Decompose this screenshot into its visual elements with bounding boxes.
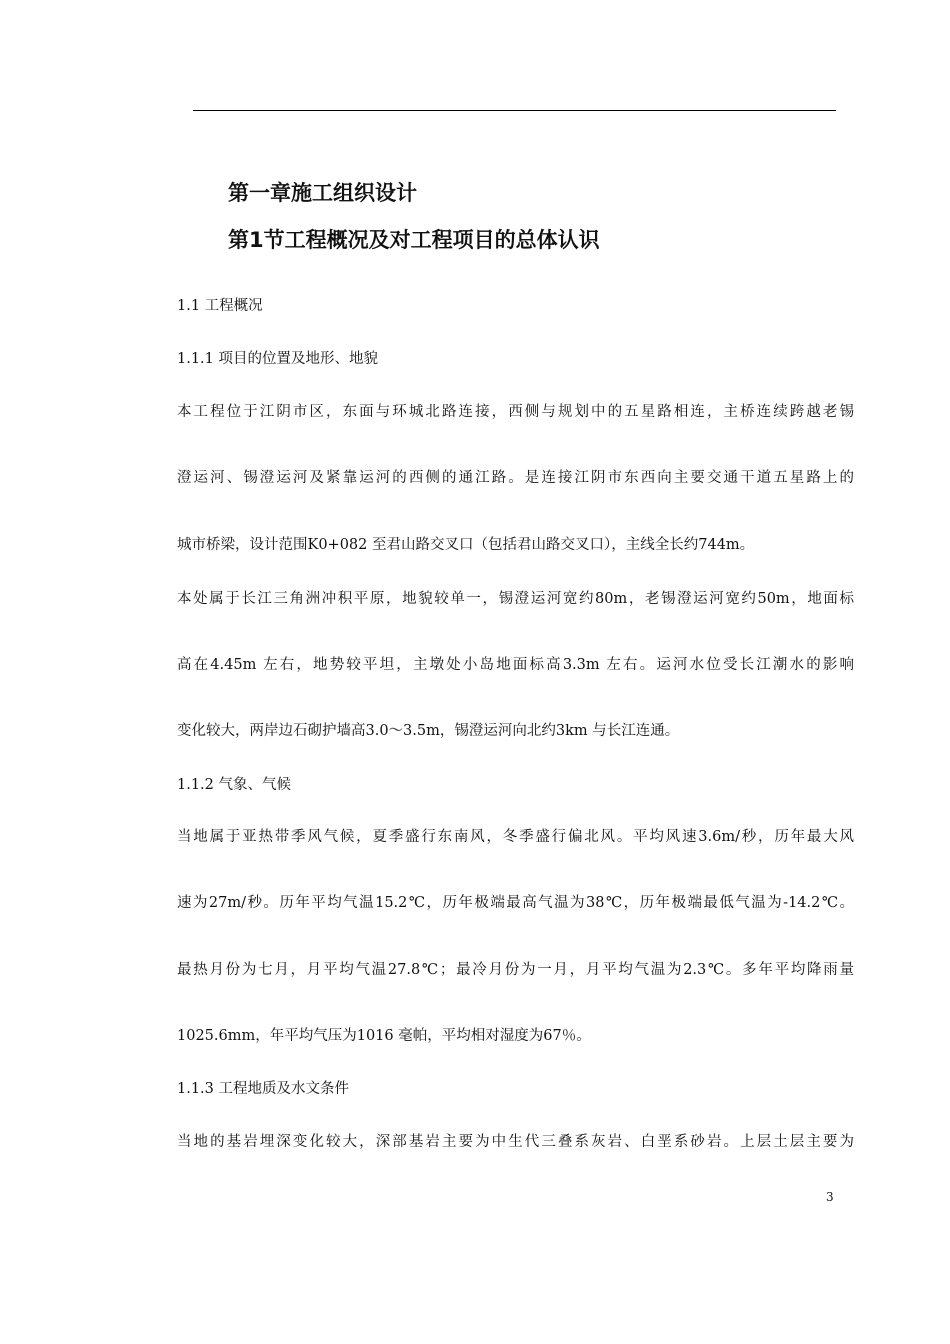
header-rule: [193, 110, 836, 111]
section-title: 第1节工程概况及对工程项目的总体认识: [228, 228, 600, 252]
heading-1-1: 1.1 工程概况: [177, 298, 263, 314]
heading-1-1-3: 1.1.3 工程地质及水文条件: [177, 1081, 350, 1097]
paragraph-line: 速为27m/秒。历年平均气温15.2℃，历年极端最高气温为38℃，历年极端最低气温为-14.2℃。: [177, 895, 854, 911]
paragraph-line: 城市桥梁，设计范围K0+082 至君山路交叉口（包括君山路交叉口），主线全长约744m。: [177, 537, 755, 553]
paragraph-line: 最热月份为七月，月平均气温27.8℃；最冷月份为一月，月平均气温为2.3℃。多年平均降雨量: [177, 962, 854, 978]
heading-1-1-1: 1.1.1 项目的位置及地形、地貌: [177, 351, 379, 367]
paragraph-line: 变化较大，两岸边石砌护墙高3.0～3.5m，锡澄运河向北约3km 与长江连通。: [177, 723, 680, 739]
paragraph-line: 当地属于亚热带季风气候，夏季盛行东南风，冬季盛行偏北风。平均风速3.6m/秒，历年最大风: [177, 829, 854, 845]
paragraph-line: 当地的基岩埋深变化较大，深部基岩主要为中生代三叠系灰岩、白垩系砂岩。上层土层主要为: [177, 1134, 854, 1150]
paragraph-line: 高在4.45m 左右，地势较平坦，主墩处小岛地面标高3.3m 左右。运河水位受长江潮水的影响: [177, 657, 854, 673]
chapter-title: 第一章施工组织设计: [228, 181, 417, 205]
paragraph-line: 1025.6mm，年平均气压为1016 毫帕，平均相对湿度为67％。: [177, 1028, 591, 1044]
heading-1-1-2: 1.1.2 气象、气候: [177, 777, 292, 793]
paragraph-line: 澄运河、锡澄运河及紧靠运河的西侧的通江路。是连接江阴市东西向主要交通干道五星路上的: [177, 470, 854, 486]
paragraph-line: 本处属于长江三角洲冲积平原，地貌较单一，锡澄运河宽约80m，老锡澄运河宽约50m，地面标: [177, 591, 854, 607]
paragraph-line: 本工程位于江阴市区，东面与环城北路连接，西侧与规划中的五星路相连，主桥连续跨越老锡: [177, 404, 854, 420]
page-number: 3: [826, 1190, 834, 1204]
